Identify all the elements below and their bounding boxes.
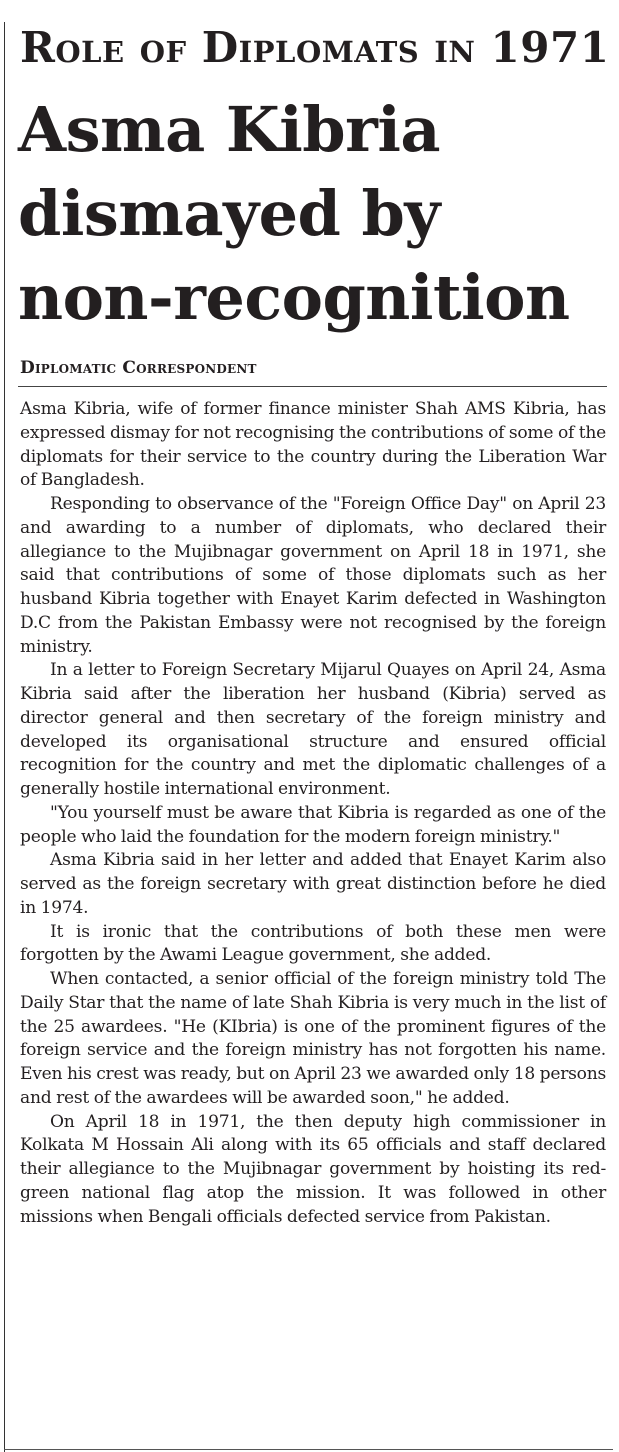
headline xyxy=(18,88,614,340)
paragraph: Asma Kibria, wife of former finance minister Shah AMS Kibria, has expressed dismay for not recognising the contributions of some of the diplomats for their service to the country during the Liberation War of Bangladesh. xyxy=(20,399,606,491)
byline-divider xyxy=(18,386,607,387)
paragraph: It is ironic that the contributions of both these men were forgotten by the Awami League government, she added. xyxy=(20,921,606,966)
paragraph: On April 18 in 1971, the then deputy high commissioner in Kolkata M Hossain Ali along with its 65 officials and staff declared their allegiance to the Mujibnagar government by hoisting its red-green national flag atop the mission. It was followed in other missions when Bengali officials defected service from Pakistan. xyxy=(20,1111,606,1227)
headline-line-3: non-recognition xyxy=(18,261,570,334)
paragraph: Asma Kibria said in her letter and added that Enayet Karim also served as the foreign secretary with great distinction before he died in 1974. xyxy=(20,850,606,918)
paragraph: When contacted, a senior official of the foreign ministry told The Daily Star that the name of late Shah Kibria is very much in the list of the 25 awardees. "He (KIbria) is one of the prominent figures of the foreign service and the foreign ministry has not forgotten his name. Even his crest was ready, but on April 23 we awarded only 18 persons and rest of the awardees will be awarded soon," he added. xyxy=(20,969,606,1108)
byline: Diplomatic Correspondent xyxy=(20,358,257,378)
left-column-rule xyxy=(4,22,5,1452)
paragraph: Responding to observance of the "Foreign Office Day" on April 23 and awarding to a number of diplomats, who declared their allegiance to the Mujibnagar government on April 18 in 1971, she said that contributions of some of those diplomats such as her husband Kibria together with Enayet Karim defected in Washington D.C from the Pakistan Embassy were not recognised by the foreign ministry. xyxy=(20,494,606,657)
bottom-rule xyxy=(4,1449,613,1450)
headline-line-2: dismayed by xyxy=(18,177,440,250)
paragraph: "You yourself must be aware that Kibria is regarded as one of the people who laid the foundation for the modern foreign ministry." xyxy=(20,802,606,847)
paragraph: In a letter to Foreign Secretary Mijarul Quayes on April 24, Asma Kibria said after the liberation her husband (Kibria) served as director general and then secretary of the foreign ministry and developed its organisational structure and ensured official recognition for the country and met the diplomatic challenges of a generally hostile international environment. xyxy=(20,660,606,799)
article-body xyxy=(20,398,606,1229)
kicker-heading: Role of Diplomats in 1971 xyxy=(20,23,610,72)
headline-line-1: Asma Kibria xyxy=(18,93,441,166)
